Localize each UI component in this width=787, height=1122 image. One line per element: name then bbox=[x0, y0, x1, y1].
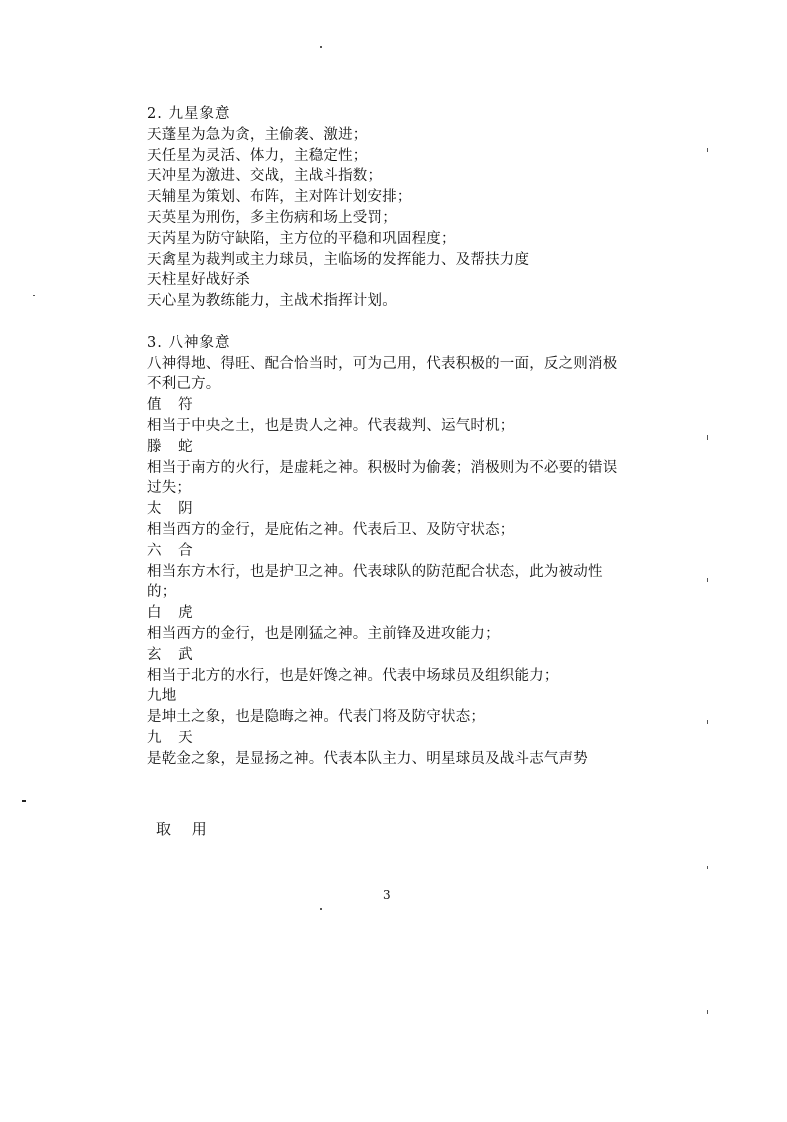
scan-speck bbox=[707, 435, 708, 440]
deity-name-baihu: 白 虎 bbox=[147, 605, 199, 622]
deity-desc-zhifu: 相当于中央之土，也是贵人之神。代表裁判、运气时机； bbox=[147, 417, 515, 434]
deity-desc-taiyin: 相当西方的金行，是庇佑之神。代表后卫、及防守状态； bbox=[147, 521, 515, 538]
deity-name-taiyin: 太 阴 bbox=[147, 501, 199, 518]
deity-desc-liuhe: 相当东方木行，也是护卫之神。代表球队的防范配合状态，此为被动性的； bbox=[147, 563, 603, 601]
scan-speck bbox=[707, 1010, 708, 1014]
deity-desc-jiudi: 是坤土之象，也是隐晦之神。代表门将及防守状态； bbox=[147, 709, 486, 726]
scan-speck bbox=[707, 148, 708, 152]
deity-name-tengshe: 滕 蛇 bbox=[147, 438, 199, 455]
star-line-8: 天柱星好战好杀 bbox=[147, 272, 250, 289]
scan-speck bbox=[707, 866, 708, 869]
scan-speck bbox=[320, 908, 322, 910]
scan-speck bbox=[22, 800, 26, 802]
star-line-6: 天芮星为防守缺陷，主方位的平稳和巩固程度； bbox=[147, 230, 456, 247]
section-3-heading: 3. 八神象意 bbox=[147, 334, 231, 351]
deity-name-zhifu: 值 符 bbox=[147, 397, 199, 414]
star-line-7: 天禽星为裁判或主力球员，主临场的发挥能力、及帮扶力度 bbox=[147, 251, 530, 268]
deity-name-xuanwu: 玄 武 bbox=[147, 646, 199, 663]
star-line-3: 天冲星为激进、交战，主战斗指数； bbox=[147, 168, 383, 185]
scan-speck bbox=[320, 46, 322, 48]
section-3-intro: 八神得地、得旺、配合恰当时，可为己用，代表积极的一面，反之则消极不利己方。 bbox=[147, 355, 618, 393]
scan-speck bbox=[707, 578, 708, 582]
deity-name-liuhe: 六 合 bbox=[147, 542, 199, 559]
deity-name-jiudi: 九地 bbox=[147, 688, 177, 705]
star-line-1: 天蓬星为急为贪，主偷袭、激进； bbox=[147, 126, 368, 143]
deity-name-jiutian: 九 天 bbox=[147, 729, 199, 746]
scan-speck bbox=[707, 720, 708, 724]
document-body bbox=[147, 104, 627, 770]
deity-desc-jiutian: 是乾金之象，是显扬之神。代表本队主力、明星球员及战斗志气声势 bbox=[147, 750, 588, 767]
star-line-4: 天辅星为策划、布阵，主对阵计划安排； bbox=[147, 189, 412, 206]
page-number: 3 bbox=[383, 888, 391, 902]
star-line-2: 天任星为灵活、体力，主稳定性； bbox=[147, 147, 368, 164]
section-spacer bbox=[147, 312, 627, 333]
section-2-heading: 2. 九星象意 bbox=[147, 106, 231, 122]
section-tail-heading: 取 用 bbox=[156, 820, 215, 838]
scan-speck bbox=[33, 295, 35, 296]
star-line-5: 天英星为刑伤，多主伤病和场上受罚； bbox=[147, 209, 397, 226]
deity-desc-xuanwu: 相当于北方的水行，也是奸馋之神。代表中场球员及组织能力； bbox=[147, 667, 559, 684]
deity-desc-tengshe: 相当于南方的火行，是虚耗之神。积极时为偷袭；消极则为不必要的错误过失； bbox=[147, 459, 618, 497]
deity-desc-baihu: 相当西方的金行，也是刚猛之神。主前锋及进攻能力； bbox=[147, 625, 500, 642]
star-line-9: 天心星为教练能力，主战术指挥计划。 bbox=[147, 293, 397, 310]
